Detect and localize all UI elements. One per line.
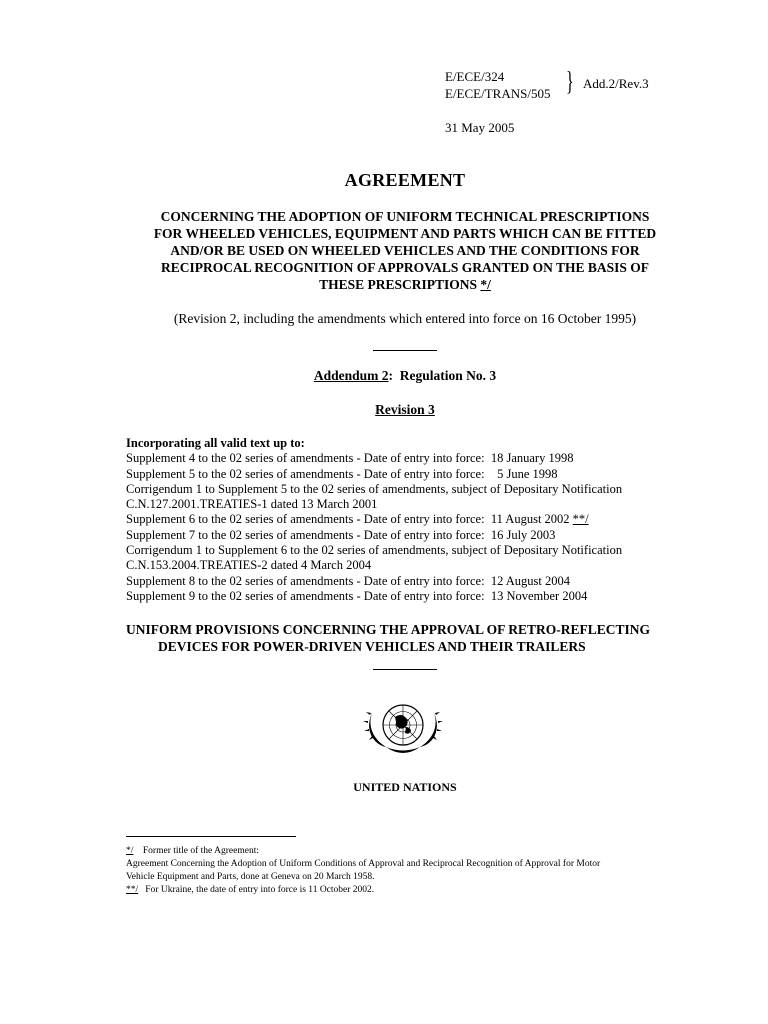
addendum-colon: :	[388, 368, 393, 383]
regulation-title-line: DEVICES FOR POWER-DRIVEN VEHICLES AND THEIR TRAILERS	[158, 639, 586, 654]
incorporated-heading: Incorporating all valid text up to:	[126, 436, 305, 450]
footnote-1-text: Former title of the Agreement:	[142, 846, 259, 856]
page-title: AGREEMENT	[344, 170, 466, 190]
regulation-title-line: UNIFORM PROVISIONS CONCERNING THE APPROVAL OF RETRO-REFLECTING	[126, 622, 651, 637]
divider	[373, 350, 437, 351]
footnote-1-detail: Agreement Concerning the Adoption of Uniform Conditions of Approval and Reciprocal Recognition of Approval for Motor	[126, 859, 601, 869]
regulation-number: Regulation No. 3	[399, 368, 497, 383]
footnote-1	[126, 845, 686, 858]
supplement-line	[126, 512, 706, 527]
agreement-subtitle	[90, 208, 720, 293]
document-date: 31 May 2005	[445, 120, 515, 135]
subtitle-line: AND/OR BE USED ON WHEELED VEHICLES AND THE CONDITIONS FOR	[170, 243, 640, 258]
revision-note: (Revision 2, including the amendments which entered into force on 16 October 1995)	[173, 311, 637, 326]
footnote-2-text: For Ukraine, the date of entry into force is 11 October 2002.	[145, 885, 375, 895]
footnote-mark-1: */	[126, 846, 134, 856]
un-emblem-icon	[362, 693, 444, 765]
addendum-heading	[90, 368, 720, 384]
subtitle-line: FOR WHEELED VEHICLES, EQUIPMENT AND PARTS WHICH CAN BE FITTED	[153, 226, 657, 241]
corrigendum-line: C.N.153.2004.TREATIES-2 dated 4 March 2004	[126, 558, 372, 573]
supplement-line: Supplement 4 to the 02 series of amendments - Date of entry into force: 18 January 1998	[126, 451, 574, 466]
supplement-line: Supplement 9 to the 02 series of amendments - Date of entry into force: 13 November 2004	[126, 588, 588, 603]
addendum-reference: Add.2/Rev.3	[583, 76, 649, 91]
corrigendum-line: C.N.127.2001.TREATIES-1 dated 13 March 2001	[126, 497, 378, 512]
document-symbols	[445, 68, 550, 102]
symbol-brace: }	[566, 66, 574, 96]
supplement-line: Supplement 5 to the 02 series of amendments - Date of entry into force: 5 June 1998	[126, 466, 558, 481]
supplement-line: Supplement 7 to the 02 series of amendments - Date of entry into force: 16 July 2003	[126, 527, 556, 542]
footnote-link-1[interactable]: */	[480, 277, 491, 292]
divider	[373, 669, 437, 670]
supplement-line: Supplement 8 to the 02 series of amendments - Date of entry into force: 12 August 2004	[126, 573, 571, 588]
corrigendum-line: Corrigendum 1 to Supplement 5 to the 02 series of amendments, subject of Depositary Notification	[126, 481, 623, 496]
incorporated-texts	[126, 436, 706, 604]
symbol-trans: E/ECE/TRANS/505	[445, 86, 551, 101]
symbol-ece: E/ECE/324	[445, 69, 505, 84]
revision-heading: Revision 3	[375, 402, 435, 417]
supplement-line-text: Supplement 6 to the 02 series of amendments - Date of entry into force: 11 August 2002	[126, 512, 570, 527]
footnote-divider	[126, 836, 296, 837]
footnote-mark-2: **/	[126, 885, 139, 895]
footnote-2	[126, 884, 686, 897]
subtitle-line: CONCERNING THE ADOPTION OF UNIFORM TECHNICAL PRESCRIPTIONS	[160, 209, 650, 224]
organization-name: UNITED NATIONS	[353, 780, 457, 794]
addendum-label: Addendum 2	[313, 368, 389, 383]
footnote-link-2[interactable]: **/	[572, 512, 589, 527]
subtitle-line-text: THESE PRESCRIPTIONS	[319, 277, 478, 292]
subtitle-line: RECIPROCAL RECOGNITION OF APPROVALS GRANTED ON THE BASIS OF	[160, 260, 650, 275]
footnotes	[126, 845, 686, 897]
regulation-title	[126, 621, 726, 655]
footnote-1-detail: Vehicle Equipment and Parts, done at Geneva on 20 March 1958.	[126, 872, 375, 882]
corrigendum-line: Corrigendum 1 to Supplement 6 to the 02 series of amendments, subject of Depositary Notification	[126, 543, 623, 558]
subtitle-line	[90, 276, 720, 293]
